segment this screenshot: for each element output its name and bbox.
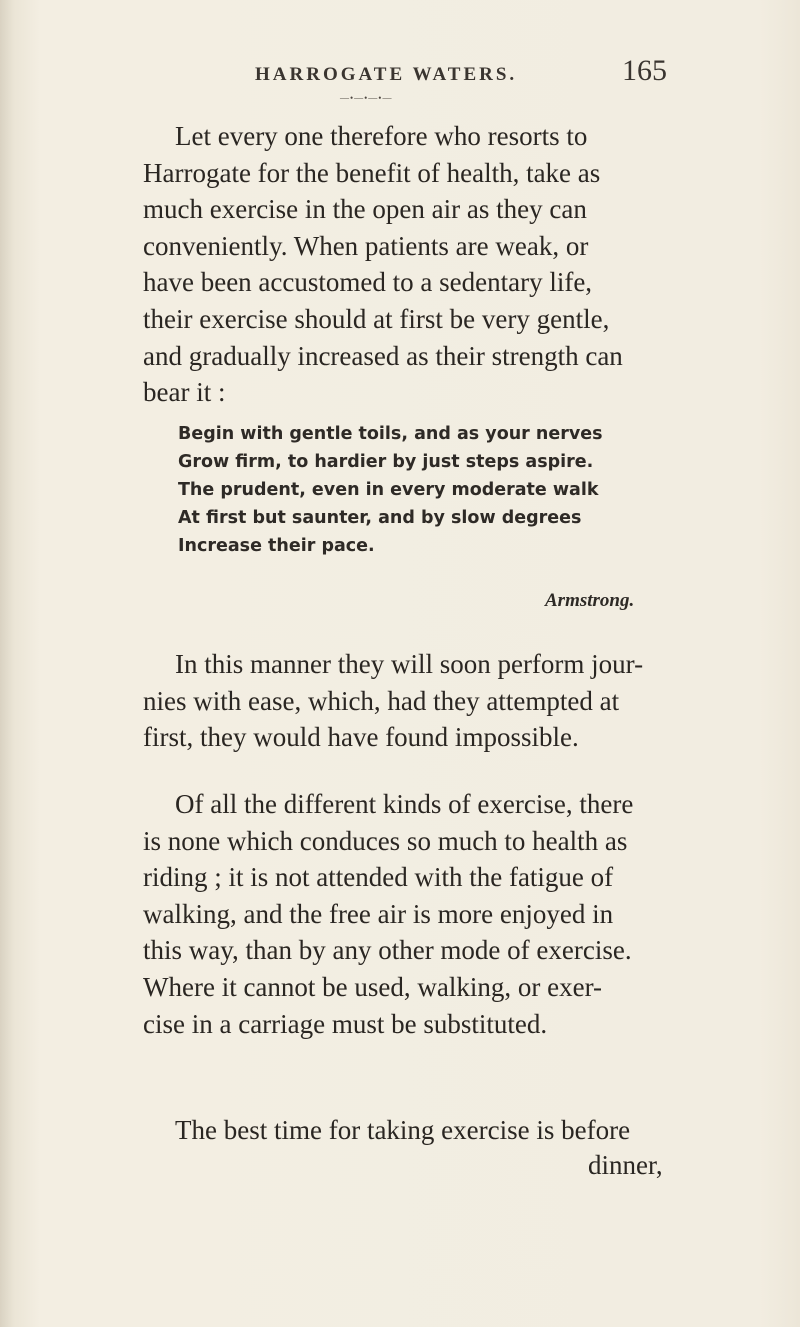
running-head: HARROGATE WATERS.	[255, 64, 518, 85]
page-number: 165	[622, 54, 667, 87]
text-line: walking, and the free air is more enjoyed in	[143, 898, 614, 929]
paragraph-journeys	[143, 646, 683, 756]
text-line: Where it cannot be used, walking, or exer-	[143, 971, 603, 1002]
verse-line: Increase their pace.	[178, 536, 375, 556]
text-line: The best time for taking exercise is before	[175, 1115, 631, 1145]
quote-attribution: Armstrong.	[545, 590, 635, 611]
text-line: conveniently. When patients are weak, or	[143, 230, 589, 261]
verse-line: Grow firm, to hardier by just steps aspire.	[178, 452, 594, 472]
paragraph-riding	[143, 786, 683, 1042]
text-line: much exercise in the open air as they can	[143, 194, 587, 225]
text-line: first, they would have found impossible.	[143, 722, 579, 753]
text-line: Let every one therefore who resorts to	[175, 121, 588, 151]
verse-line: The prudent, even in every moderate walk	[178, 480, 599, 500]
header-ornament: —•—•—•—	[340, 93, 393, 103]
verse-line: Begin with gentle toils, and as your nerves	[178, 424, 603, 444]
text-line: and gradually increased as their strength can	[143, 340, 623, 371]
page-header	[0, 54, 800, 103]
paragraph-best-time	[143, 1112, 683, 1149]
text-line: this way, than by any other mode of exercise.	[143, 935, 632, 966]
verse-line: At first but saunter, and by slow degrees	[178, 508, 582, 528]
text-line: have been accustomed to a sedentary life,	[143, 267, 593, 298]
text-line: riding ; it is not attended with the fatigue of	[143, 862, 614, 893]
verse-quote	[178, 420, 658, 560]
text-line: is none which conduces so much to health as	[143, 825, 628, 856]
text-line: Harrogate for the benefit of health, take as	[143, 157, 601, 188]
catchword: dinner,	[588, 1150, 663, 1180]
text-line: cise in a carriage must be substituted.	[143, 1008, 548, 1039]
text-line: nies with ease, which, had they attempted at	[143, 685, 620, 716]
paragraph-exercise-advice	[143, 118, 683, 411]
text-line: In this manner they will soon perform jour-	[175, 649, 644, 679]
text-line: their exercise should at first be very gentle,	[143, 303, 610, 334]
text-line: Of all the different kinds of exercise, there	[175, 789, 634, 819]
text-line: bear it :	[143, 377, 226, 408]
